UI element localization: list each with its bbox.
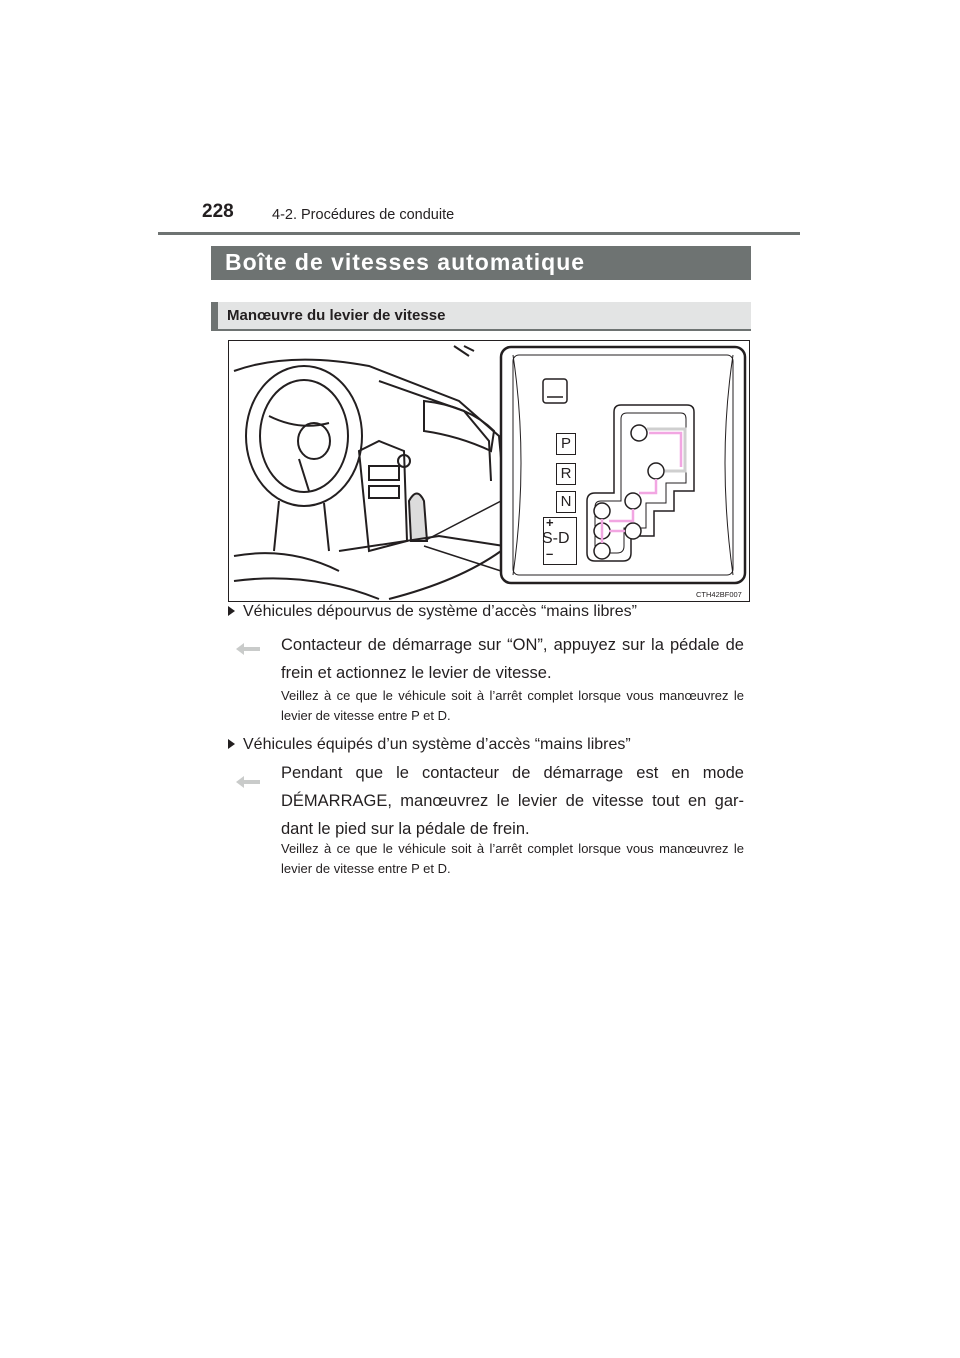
instruction-2: Pendant que le contacteur de démarrage est en mode DÉMARRAGE, manœuvrez le levier de vitesse tout en gar-dant le pied sur la pédale de frein. <box>281 764 744 838</box>
shift-gate-inset <box>501 347 745 583</box>
dashboard-drawing <box>234 346 504 599</box>
subsection-title: Manœuvre du levier de vitesse <box>227 307 446 324</box>
gear-label-r: R <box>556 463 576 485</box>
step-arrow-icon <box>236 643 260 655</box>
page-number: 228 <box>202 201 234 222</box>
gear-label-sd: S-D <box>542 530 570 547</box>
gear-label-p: P <box>556 433 576 455</box>
gear-label-plus: + <box>546 515 554 530</box>
figure-code: CTH42BF007 <box>696 590 742 599</box>
note-1: Veillez à ce que le véhicule soit à l’arrêt complet lorsque vous manœuvrez le levier de vitesse entre P et D. <box>281 688 744 723</box>
section-reference: 4-2. Procédures de conduite <box>272 207 455 223</box>
note-2: Veillez à ce que le véhicule soit à l’arrêt complet lorsque vous manœuvrez le levier de vitesse entre P et D. <box>281 841 744 876</box>
gear-label-n: N <box>556 491 576 513</box>
page-title: Boîte de vitesses automatique <box>225 249 586 275</box>
dashboard-shift-illustration <box>229 341 749 601</box>
bullet-triangle-icon <box>228 606 235 616</box>
step-arrow-icon <box>236 776 260 788</box>
condition-heading-text: Véhicules dépourvus de système d’accès “mains libres” <box>243 603 637 620</box>
instruction-1: Contacteur de démarrage sur “ON”, appuyez sur la pédale de frein et actionnez le levier de vitesse. <box>281 636 744 682</box>
gear-label-minus: – <box>546 546 554 561</box>
figure-illustration <box>228 340 750 602</box>
bullet-triangle-icon <box>228 739 235 749</box>
condition-heading-1 <box>228 602 750 622</box>
condition-heading-2 <box>228 735 750 755</box>
header-rule <box>158 232 800 235</box>
condition-heading-text: Véhicules équipés d’un système d’accès “mains libres” <box>243 736 631 753</box>
subsection-accent <box>211 302 218 329</box>
